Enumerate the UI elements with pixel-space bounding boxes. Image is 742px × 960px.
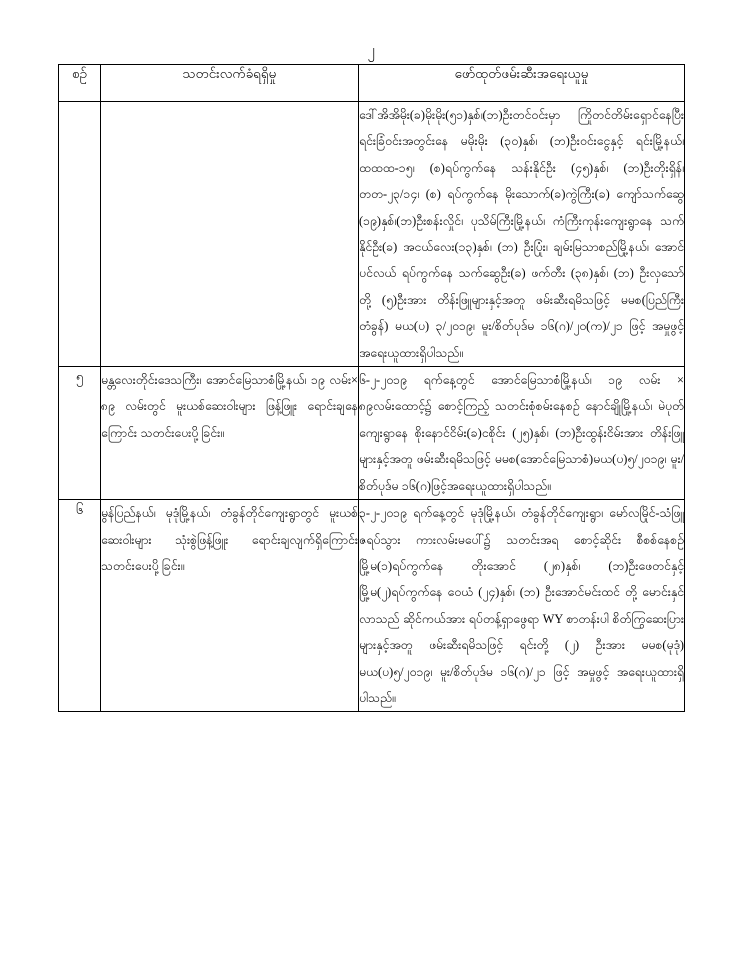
table-header-row <box>59 65 685 102</box>
cell-action-taken: ဒေါ်အိအိမိုး(ခ)မိုးမိုး(၅၁)နှစ်၊(ဘ)ဦးတင်ဝင်းမှာ ကြိုတင်တိမ်းရှောင်နေပြီး ရင်းခြံဝင်းအတွင်းနေ မမိုးမိုး (၃၀)နှစ်၊ (ဘ)ဦးဝင်းငွေနှင့် ရင်းမြို့နယ်၊ ထထထ-၁၅၊ (စ)ရပ်ကွက်နေ သန်းနိုင်ဦး (၄၅)နှစ်၊ (ဘ)ဦးတိုးရှိန်၊ တတ-၂၃/၁၄၊ (စ) ရပ်ကွက်နေ မိုးသောက်(ခ)ကွဲကြီး(ခ) ကျော်သက်ဆွေ (၁၉)နှစ်၊(ဘ)ဦးစန်းလှိုင်၊ ပုသိမ်ကြီးမြို့နယ်၊ ကံကြီးကုန်းကျေးရွာနေ သက်နိုင်ဦး(ခ) အငယ်လေး(၁၃)နှစ်၊ (ဘ) ဦးပြုံး၊ ချမ်းမြသာစည်မြို့နယ်၊ အောင်ပင်လယ် ရပ်ကွက်နေ သက်ဆွေဦး(ခ) ဖက်တီး (၃၈)နှစ်၊ (ဘ) ဦးလှသော် တို့ (၅)ဦးအား တိန်းဖြူများနှင့်အတူ ဖမ်းဆီးရမိသဖြင့် မမစ(ပြည်ကြီးတံခွန်) မယ(ပ) ၃/၂၀၁၉၊ မူး/စိတ်ပုဒ်မ ၁၆(ဂ)/၂၀(က)/၂၁ ဖြင့် အမှုဖွင့် အရေးယူထားရှိပါသည်။ <box>359 102 685 367</box>
column-header-serial: စဉ် <box>59 65 101 102</box>
column-header-information-received: သတင်းလက်ခံရရှိမှု <box>101 65 359 102</box>
cell-serial: ၆ <box>59 500 101 712</box>
incident-report-table <box>58 64 685 712</box>
cell-information-received: မန္တလေးတိုင်းဒေသကြီး၊ အောင်မြေသာစံမြို့နယ်၊ ၁၉ လမ်း× ၈၉ လမ်းတွင် မူးယစ်ဆေးဝါးများ ဖြန့်ဖြူး ရောင်းချနေကြောင်း သတင်းပေးပို့ခြင်း။ <box>101 367 359 500</box>
cell-information-received: မွန်ပြည်နယ်၊ မုဒုံမြို့နယ်၊ တံခွန်တိုင်ကျေးရွာတွင် မူးယစ်ဆေးဝါးများ သုံးစွဲဖြန့်ဖြူး ရောင်းချလျက်ရှိကြောင်း သတင်းပေးပို့ခြင်း။ <box>101 500 359 712</box>
cell-serial: ၅ <box>59 367 101 500</box>
table-row <box>59 367 685 500</box>
cell-serial <box>59 102 101 367</box>
table-row <box>59 102 685 367</box>
cell-information-received <box>101 102 359 367</box>
table-row <box>59 500 685 712</box>
cell-action-taken: ၆-၂-၂၀၁၉ ရက်နေ့တွင် အောင်မြေသာစံမြို့နယ်၊ ၁၉ လမ်း × ၈၉လမ်းထောင့်၌ စောင့်ကြည့် သတင်းစုံစမ်းနေစဉ် နောင်ချိုမြို့နယ်၊ မဲပုတ်ကျေးရွာနေ စိုးနောင်ငိမ်း(ခ)ငစိုင်း (၂၅)နှစ်၊ (ဘ)ဦးထွန်းငိမ်းအား တိန်းဖြူများနှင့်အတူ ဖမ်းဆီးရမိသဖြင့် မမစ(အောင်မြေသာစံ)မယ(ပ)၅/၂၀၁၉၊ မူး/စိတ်ပုဒ်မ ၁၆(ဂ)ဖြင့်အရေးယူထားရှိပါသည်။ <box>359 367 685 500</box>
page-number: ၂ <box>367 43 375 59</box>
cell-action-taken: ၃-၂-၂၀၁၉ ရက်နေ့တွင် မုဒုံမြို့နယ်၊ တံခွန်တိုင်ကျေးရွာ၊ မော်လမြိုင်-သံဖြူဇရပ်သွား ကားလမ်းမပေါ်၌ သတင်းအရ စောင့်ဆိုင်း စီစစ်နေစဉ် မြို့မ(၁)ရပ်ကွက်နေ တိုးအောင် (၂၈)နှစ်၊ (ဘ)ဦးဖေတင်နှင့် မြို့မ(၂)ရပ်ကွက်နေ ဝေယံ (၂၄)နှစ်၊ (ဘ) ဦးအောင်မင်းထင် တို့ မောင်းနှင်လာသည် ဆိုင်ကယ်အား ရပ်တန့်ရှာဖွေရာ WY စာတန်းပါ စိတ်ကြွဆေးပြားများနှင့်အတူ ဖမ်းဆီးရမိသဖြင့် ရင်းတို့ (၂) ဦးအား မမစ(မုဒုံ) မယ(ပ)၅/၂၀၁၉၊ မူး/စိတ်ပုဒ်မ ၁၆(ဂ)/၂၁ ဖြင့် အမှုဖွင့် အရေးယူထားရှိပါသည်။ <box>359 500 685 712</box>
column-header-action-taken: ဖော်ထုတ်ဖမ်းဆီးအရေးယူမှု <box>359 65 685 102</box>
